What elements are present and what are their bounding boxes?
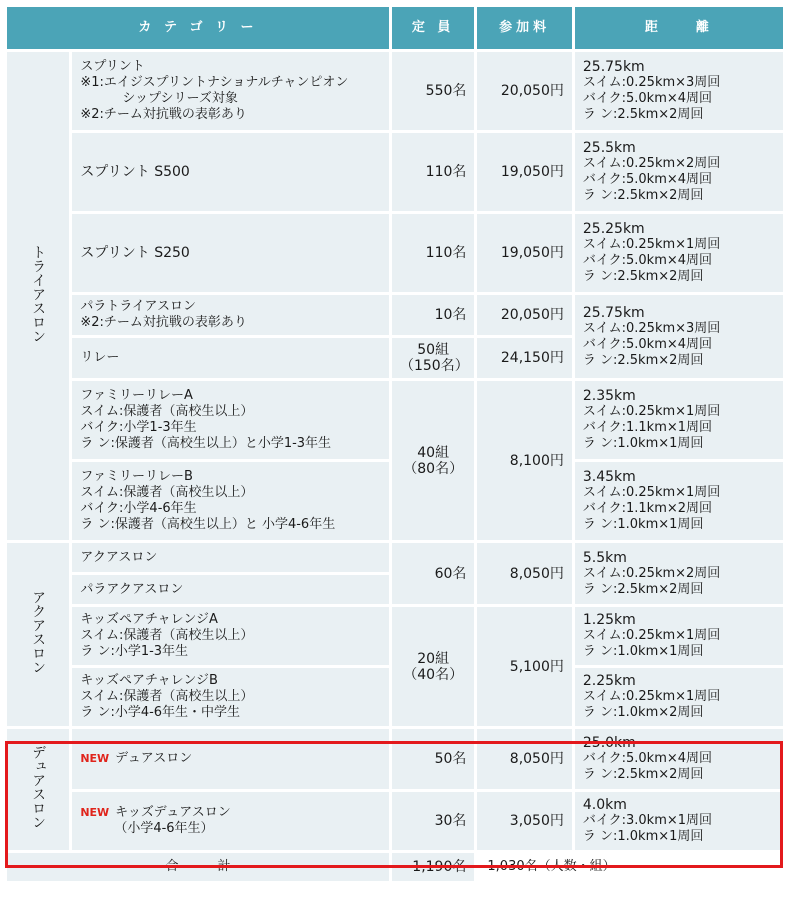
distance-total: 5.5km: [582, 549, 627, 566]
total-capacity: 1,190名: [392, 853, 474, 881]
table-row: [7, 52, 783, 130]
table-row: [7, 214, 783, 292]
capacity-cell: 60名: [392, 543, 474, 604]
category-cell: [72, 575, 389, 604]
distance-detail: バイク:5.0km×4周回: [582, 336, 713, 352]
distance-detail: バイク:5.0km×4周回: [582, 91, 713, 106]
distance-total: 3.45km: [582, 469, 636, 485]
distance-detail: スイム:0.25km×2周回: [582, 156, 721, 171]
category-name: ファミリーリレーB: [80, 469, 193, 484]
group-duathlon: [7, 729, 69, 850]
header-capacity: 定 員: [392, 7, 474, 49]
new-badge: NEW: [80, 806, 110, 819]
fee-cell: 8,100円: [477, 381, 571, 540]
distance-detail: ラ ン:2.5km×2周回: [582, 107, 704, 122]
distance-cell: [575, 462, 783, 540]
distance-total: 25.5km: [582, 140, 636, 156]
category-note: スイム:保護者（高校生以上）: [80, 404, 254, 419]
category-note: スイム:保護者（高校生以上）: [80, 628, 254, 643]
fee-cell: 20,050円: [477, 52, 571, 130]
distance-cell: [575, 133, 783, 211]
event-table: [4, 4, 786, 884]
category-name: デュアスロン: [115, 751, 193, 766]
category-name: スプリント S250: [80, 245, 190, 261]
capacity-cell: 110名: [392, 133, 474, 211]
distance-cell: [575, 668, 783, 726]
group-aquathlon: [7, 543, 69, 726]
distance-cell: [575, 729, 783, 789]
category-note: バイク:小学1-3年生: [80, 420, 197, 435]
capacity-cell: [392, 338, 474, 378]
capacity-cell: 110名: [392, 214, 474, 292]
category-note: ラ ン:小学1-3年生: [80, 644, 189, 659]
distance-total: 25.75km: [582, 59, 645, 75]
category-name: キッズペアチャレンジA: [80, 612, 218, 627]
category-note: シップシリーズ対象: [122, 91, 238, 106]
total-row: [7, 853, 783, 881]
distance-cell: [575, 381, 783, 459]
category-cell: [72, 52, 389, 130]
category-name: リレー: [80, 350, 120, 365]
capacity-value: 40組: [417, 444, 450, 461]
distance-total: 25.0km: [582, 735, 636, 751]
category-cell: [72, 214, 389, 292]
category-cell: [72, 729, 389, 789]
header-distance: 距 離: [575, 7, 783, 49]
table-row: [7, 543, 783, 572]
capacity-cell: 30名: [392, 792, 474, 850]
distance-detail: バイク:5.0km×4周回: [582, 751, 713, 766]
distance-cell: [575, 295, 783, 378]
distance-total: 4.0km: [582, 797, 627, 813]
distance-total: 2.25km: [582, 673, 636, 689]
distance-detail: バイク:5.0km×4周回: [582, 172, 713, 187]
distance-detail: ラ ン:1.0km×1周回: [582, 517, 704, 532]
category-note: ラ ン:保護者（高校生以上）と小学1-3年生: [80, 436, 332, 451]
category-cell: [72, 338, 389, 378]
distance-cell: [575, 543, 783, 604]
fee-cell: 19,050円: [477, 214, 571, 292]
capacity-cell: [392, 381, 474, 540]
capacity-cell: 50名: [392, 729, 474, 789]
distance-detail: バイク:5.0km×4周回: [582, 253, 713, 268]
category-name: キッズペアチャレンジB: [80, 673, 218, 688]
distance-detail: スイム:0.25km×1周回: [582, 485, 721, 500]
distance-detail: ラ ン:2.5km×2周回: [582, 188, 704, 203]
category-cell: [72, 607, 389, 665]
category-name: アクアスロン: [80, 549, 158, 565]
distance-detail: ラ ン:2.5km×2周回: [582, 269, 704, 284]
distance-detail: バイク:1.1km×1周回: [582, 420, 713, 435]
fee-cell: 8,050円: [477, 729, 571, 789]
category-note: （小学4-6年生）: [114, 821, 214, 836]
fee-cell: 19,050円: [477, 133, 571, 211]
category-cell: [72, 543, 389, 572]
group-label: アクアスロン: [30, 590, 47, 674]
group-label: デュアスロン: [30, 745, 47, 829]
capacity-persons: （80名）: [403, 460, 464, 477]
category-name: スプリント S500: [80, 164, 190, 180]
category-cell: [72, 381, 389, 459]
category-note: スイム:保護者（高校生以上）: [80, 485, 254, 500]
category-note: ※2:チーム対抗戦の表彰あり: [80, 107, 247, 122]
category-note: ラ ン:小学4-6年生・中学生: [80, 705, 241, 720]
distance-detail: スイム:0.25km×1周回: [582, 689, 721, 704]
new-badge: NEW: [80, 752, 110, 765]
total-label: 合 計: [7, 853, 389, 881]
category-name: パラトライアスロン: [80, 299, 197, 314]
category-name: パラアクアスロン: [80, 581, 184, 597]
capacity-value: 20組: [417, 650, 450, 667]
distance-total: 25.75km: [582, 304, 645, 321]
fee-cell: 20,050円: [477, 295, 571, 335]
category-cell: [72, 295, 389, 335]
fee-cell: 5,100円: [477, 607, 571, 726]
distance-detail: ラ ン:1.0km×1周回: [582, 644, 704, 659]
table-row: [7, 133, 783, 211]
distance-detail: ラ ン:2.5km×2周回: [582, 352, 704, 368]
distance-cell: [575, 792, 783, 850]
distance-detail: バイク:1.1km×2周回: [582, 501, 713, 516]
capacity-persons: （150名）: [399, 358, 469, 374]
category-note: ラ ン:保護者（高校生以上）と 小学4-6年生: [80, 517, 336, 532]
fee-cell: 8,050円: [477, 543, 571, 604]
distance-total: 1.25km: [582, 612, 636, 628]
table-row: [7, 729, 783, 789]
category-note: スイム:保護者（高校生以上）: [80, 689, 254, 704]
table-row: [7, 295, 783, 335]
group-triathlon: [7, 52, 69, 540]
distance-detail: ラ ン:1.0km×2周回: [582, 705, 704, 720]
distance-total: 25.25km: [582, 221, 645, 237]
category-cell: [72, 462, 389, 540]
distance-detail: ラ ン:2.5km×2周回: [582, 581, 704, 597]
distance-detail: スイム:0.25km×2周回: [582, 565, 721, 581]
distance-detail: スイム:0.25km×3周回: [582, 320, 721, 336]
category-cell: [72, 133, 389, 211]
category-cell: [72, 668, 389, 726]
distance-cell: [575, 52, 783, 130]
capacity-value: 50組: [417, 342, 450, 358]
category-note: バイク:小学4-6年生: [80, 501, 197, 516]
distance-detail: ラ ン:1.0km×1周回: [582, 829, 704, 844]
fee-cell: 24,150円: [477, 338, 571, 378]
category-name: キッズデュアスロン: [115, 805, 231, 820]
distance-detail: スイム:0.25km×3周回: [582, 75, 721, 90]
capacity-cell: 10名: [392, 295, 474, 335]
distance-cell: [575, 607, 783, 665]
distance-detail: ラ ン:2.5km×2周回: [582, 767, 704, 782]
category-note: ※2:チーム対抗戦の表彰あり: [80, 315, 247, 330]
table-row: [7, 792, 783, 850]
capacity-cell: [392, 607, 474, 726]
table-row: [7, 607, 783, 665]
distance-detail: ラ ン:1.0km×1周回: [582, 436, 704, 451]
group-label: トライアスロン: [30, 244, 47, 343]
category-note: ※1:エイジスプリントナショナルチャンピオン: [80, 75, 349, 90]
category-name: スプリント: [80, 59, 145, 74]
header-fee: 参加料: [477, 7, 571, 49]
capacity-cell: 550名: [392, 52, 474, 130]
category-cell: [72, 792, 389, 850]
distance-detail: スイム:0.25km×1周回: [582, 404, 721, 419]
distance-detail: スイム:0.25km×1周回: [582, 628, 721, 643]
fee-cell: 3,050円: [477, 792, 571, 850]
table-row: [7, 381, 783, 459]
distance-detail: バイク:3.0km×1周回: [582, 813, 713, 828]
header-row: [7, 7, 783, 49]
total-fee-note: 1,030名（人数・組）: [477, 853, 783, 881]
distance-detail: スイム:0.25km×1周回: [582, 237, 721, 252]
distance-total: 2.35km: [582, 388, 636, 404]
header-category: カ テ ゴ リ ー: [7, 7, 389, 49]
distance-cell: [575, 214, 783, 292]
capacity-persons: （40名）: [403, 666, 464, 683]
category-name: ファミリーリレーA: [80, 388, 193, 403]
